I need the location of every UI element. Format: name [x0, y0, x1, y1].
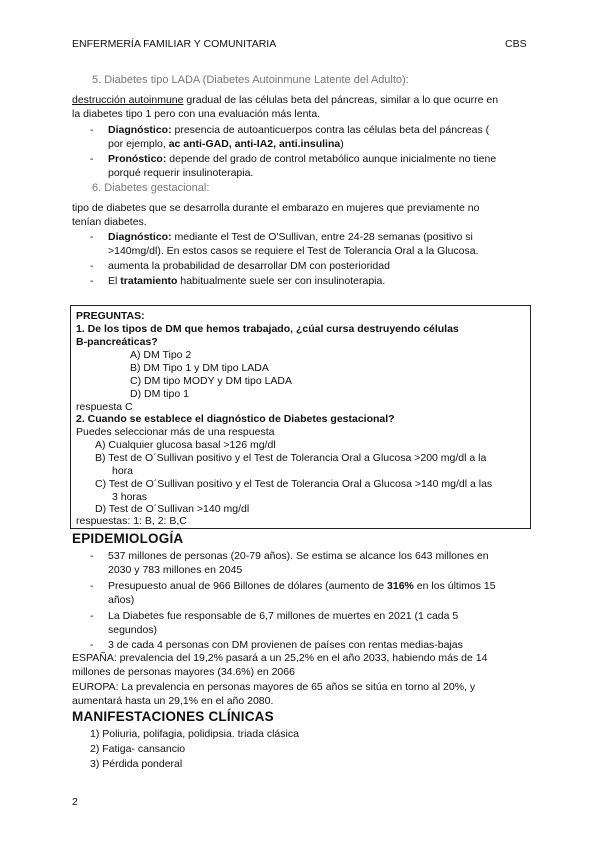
question-1-2: B-pancreáticas? — [76, 336, 158, 348]
q1-answer: respuesta C — [76, 401, 133, 413]
epi-espana: ESPAÑA: prevalencia del 19,2% pasará a un 25,2% en el año 2033, habiendo más de 14 — [72, 652, 488, 664]
section6-bullet-2: aumenta la probabilidad de desarrollar DM con posterioridad — [108, 260, 390, 272]
q1-option: C) DM tipo MODY y DM tipo LADA — [130, 375, 293, 387]
questions-title: PREGUNTAS: — [76, 310, 145, 322]
q2-option: A) Cualquier glucosa basal >126 mg/dl — [95, 439, 276, 451]
section5-intro: destrucción autoinmune gradual de las células beta del páncreas, similar a lo que ocurre en — [72, 94, 499, 106]
epi-bullet-1-2: 2030 y 783 millones en 2045 — [108, 564, 243, 576]
section5-diagnostico: Diagnóstico: presencia de autoanticuerpos contra las células beta del páncreas ( — [108, 124, 490, 136]
epi-europa-2: aumentará hasta un 29,1% en el año 2080. — [72, 695, 274, 707]
bullet-dash: - — [90, 275, 94, 287]
section6-intro-2: tenían diabetes. — [72, 216, 147, 228]
question-2-sub: Puedes seleccionar más de una respuesta — [76, 426, 275, 438]
section5-diagnostico-2: por ejemplo, ac anti-GAD, anti-IA2, anti.insulina) — [108, 138, 344, 150]
header-left: ENFERMERÍA FAMILIAR Y COMUNITARIA — [72, 38, 277, 50]
q2-answer: respuestas: 1: B, 2: B,C — [76, 515, 187, 527]
bullet-dash: - — [90, 260, 94, 272]
section6-diagnostico-2: >140mg/dl). En estos casos se requiere el Test de Tolerancia Oral a la Glucosa. — [108, 245, 479, 257]
q2-option: D) Test de O´Sullivan >140 mg/dl — [95, 503, 250, 515]
q2-option-cont: 3 horas — [112, 491, 148, 503]
q2-option: B) Test de O´Sullivan positivo y el Test de Tolerancia Oral a Glucosa >200 mg/dl a la — [95, 452, 487, 464]
q2-option: C) Test de O´Sullivan positivo y el Test de Tolerancia Oral a Glucosa >140 mg/dl a las — [95, 478, 493, 490]
manif-item: 3) Pérdida ponderal — [90, 758, 183, 770]
q1-option: D) DM tipo 1 — [130, 388, 189, 400]
section5-intro-2: la diabetes tipo 1 pero con una evaluación más lenta. — [72, 108, 321, 120]
manif-item: 1) Poliuria, polifagia, polidipsia. triada clásica — [90, 728, 299, 740]
epi-bullet-4: 3 de cada 4 personas con DM provienen de países con rentas medias-bajas — [108, 639, 463, 651]
epi-espana-2: millones de personas mayores (34.6%) en 2066 — [72, 666, 295, 678]
epi-bullet-2-2: años) — [108, 594, 135, 606]
bullet-dash: - — [90, 639, 94, 651]
question-2: 2. Cuando se establece el diagnóstico de Diabetes gestacional? — [76, 413, 395, 425]
bullet-dash: - — [90, 124, 94, 136]
bullet-dash: - — [90, 153, 94, 165]
bullet-dash: - — [90, 580, 94, 592]
page-number: 2 — [72, 796, 78, 808]
epi-europa: EUROPA: La prevalencia en personas mayores de 65 años se sitúa en torno al 20%, y — [72, 681, 476, 693]
epi-bullet-3: La Diabetes fue responsable de 6,7 millones de muertes en 2021 (1 cada 5 — [108, 610, 459, 622]
q1-option: A) DM Tipo 2 — [130, 349, 192, 361]
section6-bullet-3: El tratamiento habitualmente suele ser con insulinoterapia. — [108, 275, 386, 287]
manifestaciones-heading: MANIFESTACIONES CLÍNICAS — [72, 709, 274, 724]
section6-diagnostico: Diagnóstico: mediante el Test de O'Sullivan, entre 24-28 semanas (positivo si — [108, 231, 473, 243]
manif-item: 2) Fatiga- cansancio — [90, 743, 186, 755]
epidemiologia-heading: EPIDEMIOLOGÍA — [72, 531, 184, 546]
question-1: 1. De los tipos de DM que hemos trabajado, ¿cúal cursa destruyendo células — [76, 323, 459, 335]
section6-intro: tipo de diabetes que se desarrolla durante el embarazo en mujeres que previamente no — [72, 202, 480, 214]
epi-bullet-3-2: segundos) — [108, 624, 158, 636]
q2-option-cont: hora — [112, 465, 134, 477]
section5-pronostico: Pronóstico: depende del grado de control metabólico aunque inicialmente no tiene — [108, 153, 497, 165]
epi-bullet-1: 537 millones de personas (20-79 años). Se estima se alcance los 643 millones en — [108, 550, 489, 562]
epi-bullet-2: Presupuesto anual de 966 Billones de dólares (aumento de 316% en los últimos 15 — [108, 580, 496, 592]
bullet-dash: - — [90, 550, 94, 562]
section5-heading: 5. Diabetes tipo LADA (Diabetes Autoinmune Latente del Adulto): — [92, 74, 409, 86]
q1-option: B) DM Tipo 1 y DM tipo LADA — [130, 362, 269, 374]
bullet-dash: - — [90, 610, 94, 622]
header-right: CBS — [505, 38, 527, 50]
section6-heading: 6. Diabetes gestacional: — [92, 182, 210, 194]
section5-pronostico-2: porqué requerir insulinoterapia. — [108, 167, 254, 179]
bullet-dash: - — [90, 231, 94, 243]
